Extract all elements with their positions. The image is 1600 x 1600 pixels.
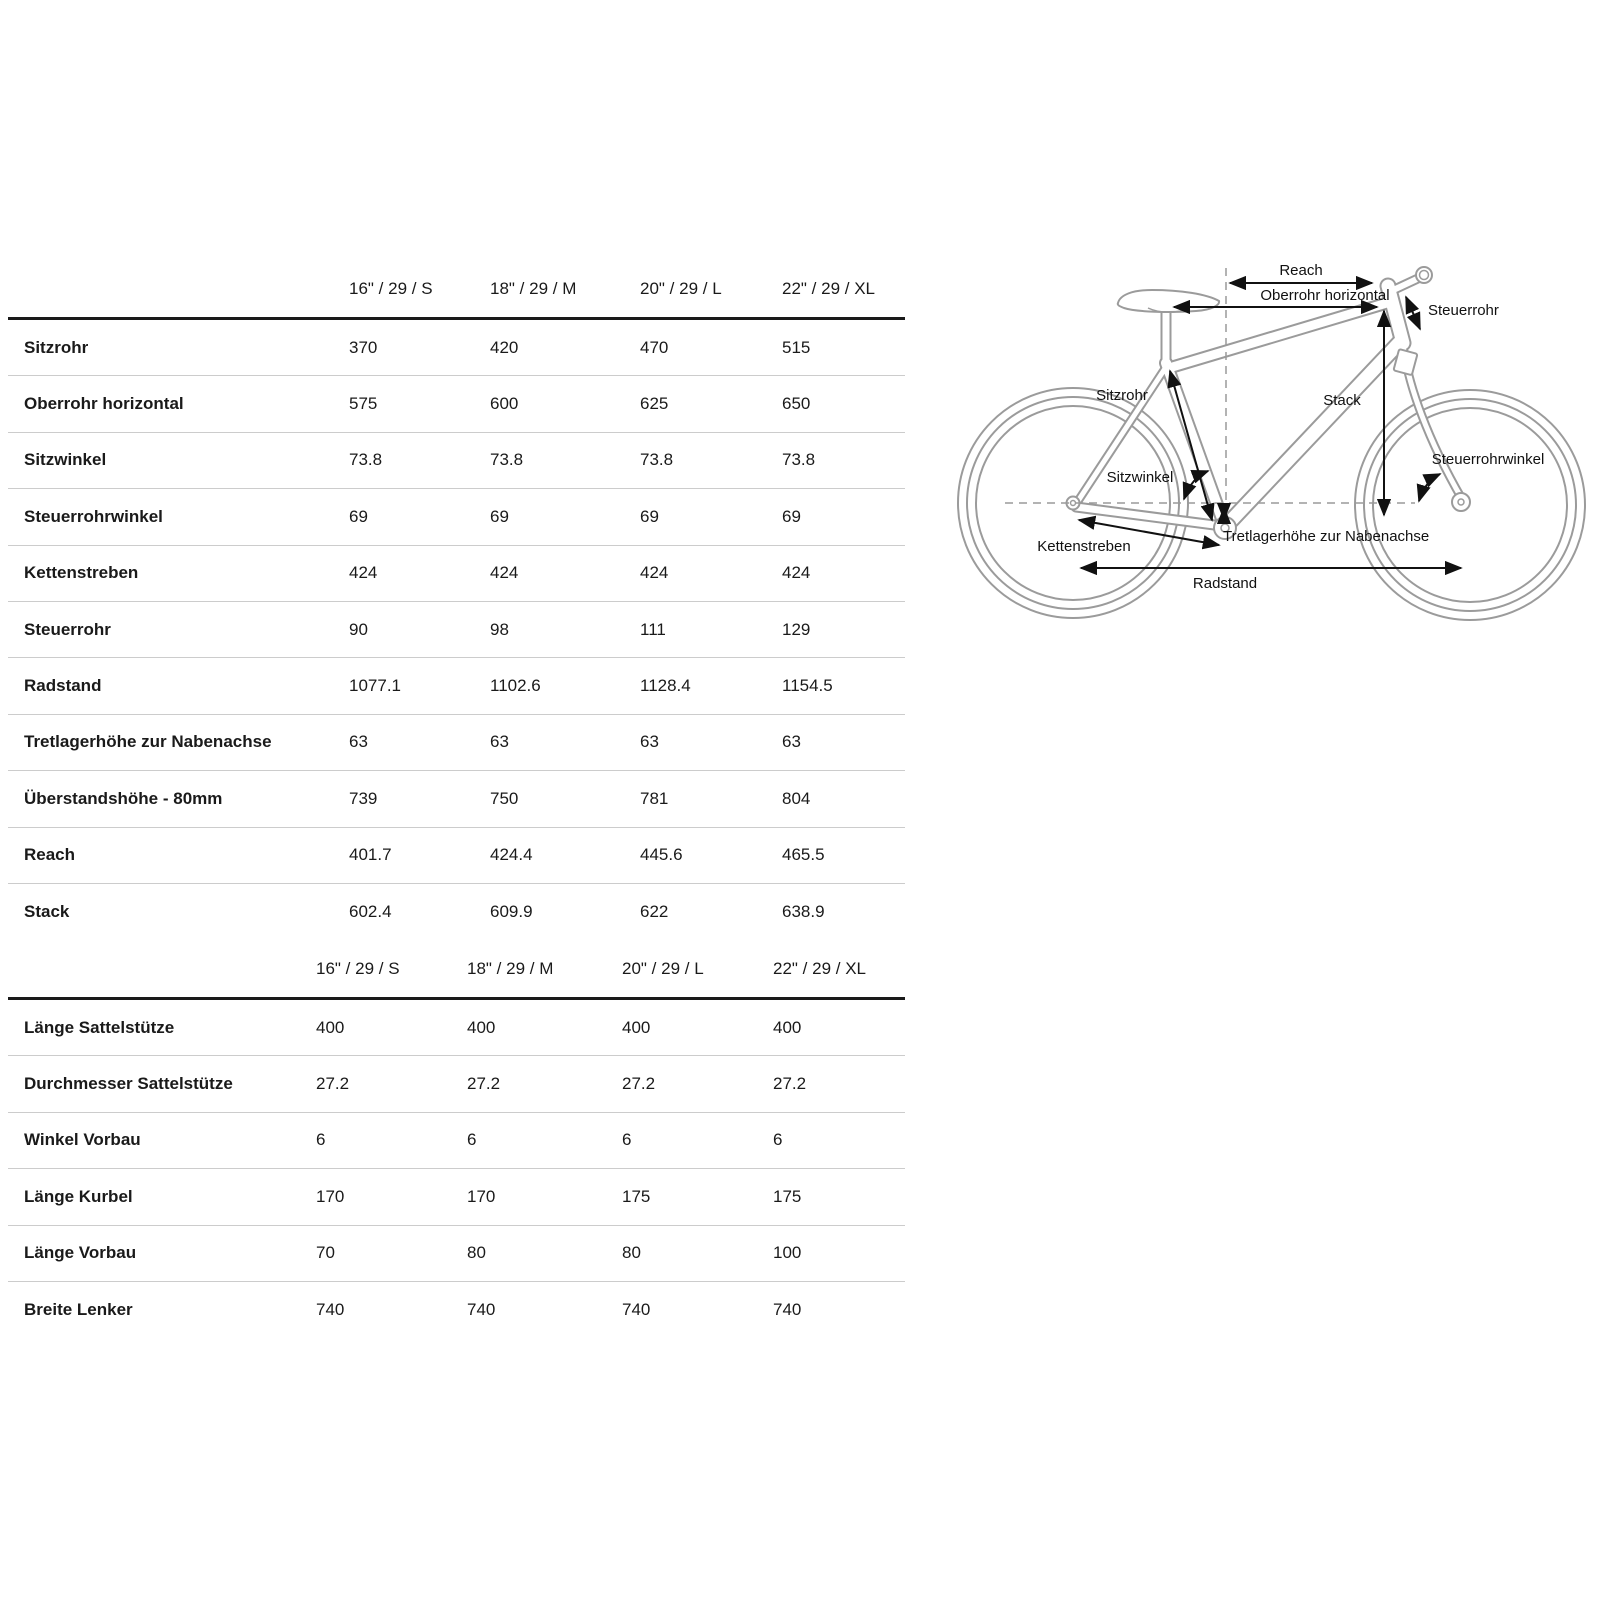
geometry-value-cell: 625 — [640, 394, 669, 414]
geometry-value-cell: 600 — [490, 394, 519, 414]
components-value-cell: 80 — [467, 1243, 486, 1263]
components-value-cell: 175 — [773, 1186, 802, 1206]
geometry-value-cell: 470 — [640, 337, 669, 357]
components-row-label: Breite Lenker — [24, 1299, 133, 1319]
geometry-value-cell: 602.4 — [349, 901, 392, 921]
components-value-cell: 6 — [773, 1130, 783, 1150]
components-value-cell: 80 — [622, 1243, 641, 1263]
geometry-table-row — [8, 884, 905, 939]
geometry-value-cell: 370 — [349, 337, 378, 357]
geometry-value-cell: 424 — [640, 563, 669, 583]
geometry-value-cell: 424 — [782, 563, 811, 583]
geometry-table-row — [8, 546, 905, 602]
geometry-value-cell: 69 — [782, 506, 801, 526]
components-table-row — [8, 1169, 905, 1225]
steuerrohrwinkel-arc-arrow — [1419, 474, 1440, 501]
diagram-label-steuerrohrwinkel: Steuerrohrwinkel — [1431, 451, 1545, 468]
components-row-label: Länge Kurbel — [24, 1186, 133, 1206]
geometry-row-label: Steuerrohrwinkel — [24, 506, 163, 526]
geometry-value-cell: 1077.1 — [349, 676, 401, 696]
components-row-label: Länge Sattelstütze — [24, 1017, 175, 1037]
components-value-cell: 27.2 — [467, 1074, 501, 1094]
front-dropout — [1452, 493, 1470, 511]
fork-crown — [1393, 349, 1417, 375]
components-table-row — [8, 1113, 905, 1169]
geometry-value-cell: 73.8 — [782, 450, 816, 470]
geometry-value-cell: 575 — [349, 394, 378, 414]
geometry-table-header-row — [8, 260, 905, 320]
components-value-cell: 27.2 — [622, 1074, 656, 1094]
geometry-value-cell: 1128.4 — [640, 676, 691, 696]
size-column-header-xl: 22" / 29 / XL — [782, 278, 875, 298]
geometry-value-cell: 445.6 — [640, 845, 683, 865]
components-value-cell: 27.2 — [773, 1074, 807, 1094]
geometry-value-cell: 111 — [640, 619, 666, 639]
geometry-value-cell: 1102.6 — [490, 676, 541, 696]
components-row-label: Länge Vorbau — [24, 1243, 137, 1263]
geometry-value-cell: 804 — [782, 788, 811, 808]
geometry-row-label: Sitzrohr — [24, 337, 89, 357]
geometry-value-cell: 69 — [640, 506, 659, 526]
geometry-value-cell: 609.9 — [490, 901, 533, 921]
components-table-header-row — [8, 940, 905, 1000]
components-value-cell: 400 — [316, 1017, 345, 1037]
geometry-value-cell: 69 — [490, 506, 509, 526]
geometry-table-row — [8, 320, 905, 376]
geometry-value-cell: 63 — [490, 732, 509, 752]
components-value-cell: 740 — [773, 1299, 802, 1319]
components-value-cell: 70 — [316, 1243, 335, 1263]
components-value-cell: 740 — [467, 1299, 496, 1319]
diagram-label-steuerrohr: Steuerrohr — [1428, 302, 1499, 319]
components-value-cell: 400 — [622, 1017, 651, 1037]
geometry-table-row — [8, 771, 905, 827]
geometry-table-body — [8, 320, 905, 939]
diagram-label-kettenstreben: Kettenstreben — [1037, 538, 1131, 555]
components-value-cell: 170 — [467, 1186, 496, 1206]
components-value-cell: 400 — [773, 1017, 802, 1037]
size-column-header-xl: 22" / 29 / XL — [773, 958, 866, 978]
geometry-value-cell: 750 — [490, 788, 519, 808]
geometry-value-cell: 515 — [782, 337, 811, 357]
geometry-value-cell: 98 — [490, 619, 509, 639]
geometry-value-cell: 424 — [490, 563, 519, 583]
geometry-value-cell: 650 — [782, 394, 811, 414]
geometry-row-label: Kettenstreben — [24, 563, 139, 583]
components-value-cell: 400 — [467, 1017, 496, 1037]
diagram-label-stack: Stack — [1323, 392, 1361, 409]
geometry-table-row — [8, 602, 905, 658]
size-column-header-s: 16" / 29 / S — [316, 958, 400, 978]
geometry-row-label: Oberrohr horizontal — [24, 394, 184, 414]
components-table-body — [8, 1000, 905, 1337]
geometry-value-cell: 638.9 — [782, 901, 825, 921]
geometry-value-cell: 73.8 — [490, 450, 524, 470]
components-row-label: Winkel Vorbau — [24, 1130, 141, 1150]
components-row-label: Durchmesser Sattelstütze — [24, 1074, 233, 1094]
geometry-table-row — [8, 715, 905, 771]
diagram-label-sitzrohr: Sitzrohr — [1096, 387, 1148, 404]
geometry-row-label: Tretlagerhöhe zur Nabenachse — [24, 732, 272, 752]
geometry-table-row — [8, 828, 905, 884]
geometry-table-row — [8, 489, 905, 545]
geometry-value-cell: 63 — [349, 732, 368, 752]
geometry-value-cell: 622 — [640, 901, 669, 921]
diagram-label-oberrohr: Oberrohr horizontal — [1260, 287, 1390, 304]
components-table-row — [8, 1226, 905, 1282]
geometry-value-cell: 129 — [782, 619, 811, 639]
geometry-value-cell: 73.8 — [640, 450, 674, 470]
components-value-cell: 170 — [316, 1186, 345, 1206]
diagram-label-sitzwinkel: Sitzwinkel — [1106, 469, 1174, 486]
bike-geometry-diagram — [930, 240, 1600, 640]
components-value-cell: 6 — [316, 1130, 326, 1150]
geometry-value-cell: 420 — [490, 337, 519, 357]
size-column-header-m: 18" / 29 / M — [490, 278, 577, 298]
geometry-row-label: Überstandshöhe - 80mm — [24, 788, 223, 808]
geometry-value-cell: 739 — [349, 788, 378, 808]
geometry-value-cell: 63 — [782, 732, 801, 752]
frame-geometry-table — [8, 260, 905, 939]
components-value-cell: 740 — [316, 1299, 345, 1319]
geometry-row-label: Steuerrohr — [24, 619, 111, 639]
size-column-header-m: 18" / 29 / M — [467, 958, 554, 978]
size-column-header-s: 16" / 29 / S — [349, 278, 433, 298]
geometry-value-cell: 781 — [640, 788, 669, 808]
components-value-cell: 740 — [622, 1299, 651, 1319]
diagram-label-tretlagerhoehe: Tretlagerhöhe zur Nabenachse — [1223, 528, 1430, 545]
geometry-row-label: Stack — [24, 901, 70, 921]
geometry-row-label: Radstand — [24, 676, 102, 696]
size-column-header-l: 20" / 29 / L — [640, 278, 722, 298]
components-value-cell: 175 — [622, 1186, 651, 1206]
geometry-value-cell: 465.5 — [782, 845, 825, 865]
components-table-row — [8, 1282, 905, 1337]
geometry-value-cell: 63 — [640, 732, 659, 752]
diagram-label-reach: Reach — [1279, 262, 1323, 279]
size-column-header-l: 20" / 29 / L — [622, 958, 704, 978]
geometry-table-row — [8, 376, 905, 432]
geometry-table-row — [8, 433, 905, 489]
geometry-table-row — [8, 658, 905, 714]
diagram-label-radstand: Radstand — [1192, 575, 1258, 592]
geometry-row-label: Reach — [24, 845, 76, 865]
geometry-value-cell: 73.8 — [349, 450, 383, 470]
steuerrohr-arrow — [1406, 297, 1420, 329]
components-table-row — [8, 1056, 905, 1112]
geometry-value-cell: 69 — [349, 506, 368, 526]
components-value-cell: 100 — [773, 1243, 802, 1263]
components-table-row — [8, 1000, 905, 1056]
geometry-row-label: Sitzwinkel — [24, 450, 107, 470]
components-value-cell: 6 — [467, 1130, 477, 1150]
geometry-value-cell: 401.7 — [349, 845, 392, 865]
components-table — [8, 940, 905, 1337]
handlebar-grip — [1416, 267, 1432, 283]
geometry-value-cell: 424 — [349, 563, 378, 583]
geometry-value-cell: 1154.5 — [782, 676, 833, 696]
components-value-cell: 27.2 — [316, 1074, 350, 1094]
sitzrohr-arrow — [1170, 371, 1212, 520]
geometry-value-cell: 90 — [349, 619, 368, 639]
saddle — [1118, 290, 1219, 312]
geometry-value-cell: 424.4 — [490, 845, 533, 865]
components-value-cell: 6 — [622, 1130, 632, 1150]
